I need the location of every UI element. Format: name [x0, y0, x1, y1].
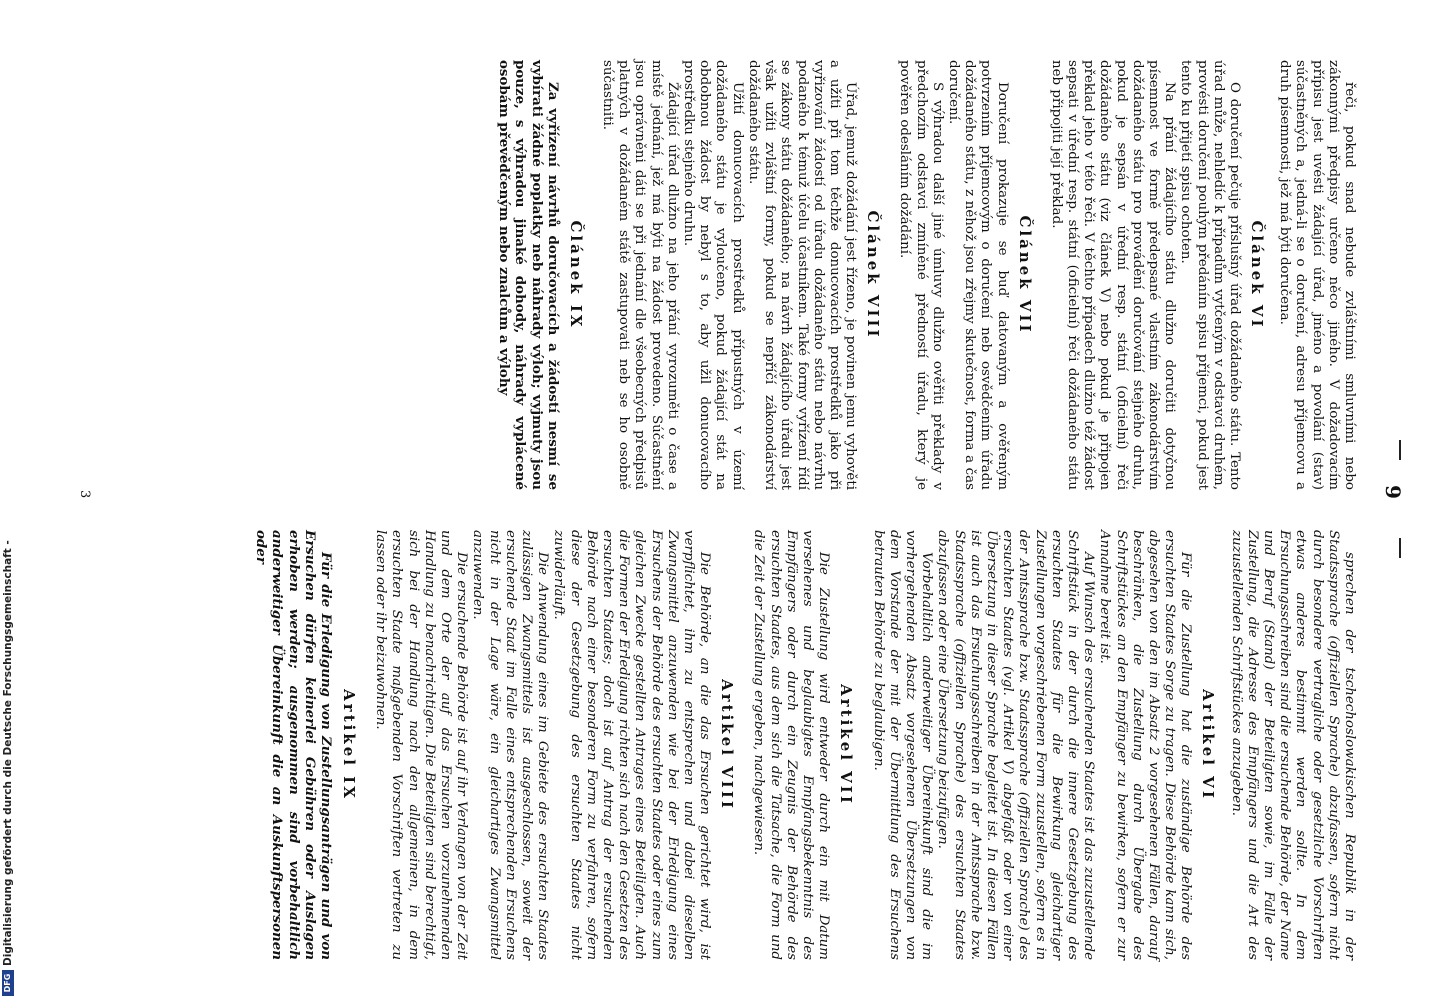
paragraph: S výhradou další jiné úmluvy dlužno ověřiti překlady v předchozím odstavci zmíněné předností úřadu, který je pověřen odesláním dožádání. [897, 60, 945, 490]
page-number-dash-left [1399, 440, 1401, 460]
paragraph: Die Anwendung eines im Gebiete des ersuchten Staates zulässigen Zwangsmittels ist ausgeschlossen, soweit der ersuchende Staat im Falle eines entsprechenden Ersuchens nicht in der Lage wäre, ein gleichartiges Zwangsmittel anzuwenden. [470, 530, 551, 960]
paragraph: Auf Wunsch des ersuchenden Staates ist das zuzustellende Schriftstück in der durch die innere Gesetzgebung des ersuchten Staates für die Bewirkung gleichartiger Zustellungen vorgeschriebenen Form zuzustellen, sofern es in der Amtssprache bzw. Staatssprache (offiziellen Sprache) des ersuchten Staates (vgl. Artikel V) abgefaßt oder von einer Übersetzung in dieser Sprache begleitet ist. In diesen Fällen ist auch das Ersuchungsschreiben in der Amtssprache bzw. Staatssprache (offiziellen Sprache) des ersuchten Staates abzufassen oder eine Übersetzung beizufügen. [935, 530, 1097, 960]
czech-article-heading: Článek VI [1247, 220, 1266, 330]
paragraph: Za vyřízení návrhů doručovacích a žádostí nesmí se vybírati žádné poplatky neb náhrady výloh; vyjmuty jsou pouze, s výhradou jinaké dohody, náhrady vyplácené osobám převědčeným nebo znalcům a výlohy [496, 60, 561, 490]
czech-article-heading: Článek IX [566, 220, 585, 330]
page-number-dash-right [1399, 538, 1401, 558]
czech-article-9 [496, 60, 585, 490]
credit-text: Digitalisierung gefördert durch die Deutsche Forschungsgemeinschaft - [2, 540, 14, 966]
german-article-heading: Artikel IX [340, 689, 359, 801]
paragraph: Für die Erledigung von Zustellungsanträgen und von Ersuchen dürfen keinerlei Gebühren oder Auslagen erhoben werden; ausgenommen sind vorbehaltlich anderweitiger Übereinkunft die an Auskunftspersonen oder [253, 530, 335, 960]
rotated-page [77, 60, 1405, 960]
czech-intro: řeči, pokud snad nebude zvláštními smluvními nebo zákonnými předpisy určeno něco jiného. V dožadovacím přípisu jest uvésti žádající úřad, jméno a povolání (stav) súčastněných a, jedná-li se o doručení, adresu příjemcovu a druh písemnosti, jež má býti doručena. [1277, 60, 1357, 490]
paragraph: Úřad, jemuž dožádání jest řízeno, je povinen jemu vyhověti a užíti při tom těchže donucovacích prostředků jako při vyřizování žádostí od úřadu dožádaného státu nebo návrhu podaného k témuž účelu účastníkem. Také formy vyřízení řídí se zákony státu dožádaného; na návrh žádajícího úřadu jest však užíti zvláštní formy, pokud se nepříčí zákonodárství dožádaného státu. [745, 60, 859, 490]
german-article-6 [869, 530, 1217, 960]
czech-article-6 [1048, 60, 1266, 490]
german-article-8 [372, 530, 736, 960]
digitization-credit [2, 540, 14, 996]
czech-column [117, 60, 1357, 490]
german-article-heading: Artikel VI [1199, 689, 1218, 801]
german-article-7 [750, 530, 855, 960]
german-intro: sprechen der tschechoslowakischen Republik in der Staatssprache (offiziellen Sprache) abzufassen, sofern nicht durch besondere vertragliche oder gesetzliche Vorschriften etwas anderes bestimmt werden sollte. In dem Ersuchungsschreiben sind die ersuchende Behörde, der Name und Beruf (Stand) der Beteiligten sowie, im Falle der Zustellung, die Adresse des Empfängers und die Art des zuzustellenden Schriftstückes anzugeben. [1228, 530, 1357, 960]
czech-article-8 [599, 60, 882, 490]
paragraph: Užití donucovacích prostředků přípustných v území dožádaného státu je vyloučeno, pokud žádající stát na obdobnou žádost by nebyl s to, aby užil donucovacího prostředku stejného druhu. [681, 60, 745, 490]
paragraph: Die Zustellung wird entweder durch ein mit Datum versehenes und beglaubigtes Empfangsbekenntnis des Empfängers oder durch ein Zeugnis der Behörde des ersuchten Staates, aus dem sich die Tatsache, die Form und die Zeit der Zustellung ergeben, nachgewiesen. [751, 530, 832, 960]
german-column [117, 530, 1357, 960]
paragraph: Vorbehaltlich anderweitiger Übereinkunft sind die im vorhergehenden Absatz vorgesehenen Übersetzungen von dem Vorstande der mit der Übermittlung des Ersuchens betrauten Behörde zu beglaubigen. [870, 530, 935, 960]
sheet-mark: 3 [77, 490, 92, 499]
paragraph: Für die Zustellung hat die zuständige Behörde des ersuchten Staates Sorge zu tragen. Diese Behörde kann sich, abgesehen von den im Absatz 2 vorgesehenen Fällen, darauf beschränken, die Zustellung durch Übergabe des Schriftstückes an den Empfänger zu bewirken, sofern er zur Annahme bereit ist. [1097, 530, 1194, 960]
paragraph: O doručení pečuje příslušný úřad dožádaného státu. Tento úřad může, nehledíc k případům vytčeným v odstavci druhém, provésti doručení pouhým předáním spisu příjemci, pokud jest tento ku přijetí spisu ochoten. [1178, 60, 1242, 490]
paragraph: Na přání žádajícího státu dlužno doručiti dotyčnou písemnost ve formě předepsané vlastním zákonodárstvím dožádaného státu pro provádění doručování stejného druhu, pokud je sepsán v úřední resp. státní (oficielní) řeči dožádaného státu (viz článek V) nebo pokud je připojen překlad jeho v této řeči. V těchto případech dlužno též žádost sepsati v úřední resp. státní (oficielní) řeči dožádaného státu neb připojiti její překlad. [1048, 60, 1178, 490]
german-article-heading: Artikel VII [837, 684, 856, 806]
paragraph: Die ersuchende Behörde ist auf ihr Verlangen von der Zeit und dem Orte der auf das Ersuchen vorzunehmenden Handlung zu benachrichtigen. Die Beteiligten sind berechtigt, sich bei der Handlung nach den allgemeinen, in dem ersuchten Staate maßgebenden Vorschriften vertreten zu lassen oder ihr beizuwohnen. [373, 530, 470, 960]
czech-article-heading: Článek VII [1015, 215, 1034, 335]
german-article-heading: Artikel VIII [718, 679, 737, 811]
paragraph: Die Behörde, an die das Ersuchen gerichtet wird, ist verpflichtet, ihm zu entsprechen und dabei dieselben Zwangsmittel anzuwenden wie bei der Erledigung eines Ersuchens der Behörde des ersuchten Staates oder eines zum gleichen Zwecke gestellten Antrages eines Beteiligten. Auch die Formen der Erledigung richten sich nach den Gesetzen des ersuchten Staates; doch ist auf Antrag der ersuchenden Behörde nach einer besonderen Form zu verfahren, sofern diese der Gesetzgebung des ersuchten Staates nicht zuwiderläuft. [551, 530, 713, 960]
czech-article-heading: Článek VIII [864, 210, 883, 340]
paragraph: Žádající úřad dlužno na jeho přání vyrozuměti o čase a místě jednání, jež má býti na žádost provedeno. Súčastnění jsou oprávněni dáti se při jednání dle všeobecných předpisů platných v dožádaném státě zastupovati neb se ho osobně súčastniti. [600, 60, 680, 490]
dfg-logo: DFG [2, 970, 14, 996]
page-number: 9 [1381, 485, 1405, 499]
czech-article-7 [896, 60, 1033, 490]
paragraph: Doručení prokazuje se buď datovaným a ověřeným potvrzením příjemcovým o doručení neb osvědčením úřadu dožádaného státu, z něhož jsou zřejmy skutečnost, forma a čas doručení. [945, 60, 1010, 490]
german-article-9 [253, 530, 358, 960]
